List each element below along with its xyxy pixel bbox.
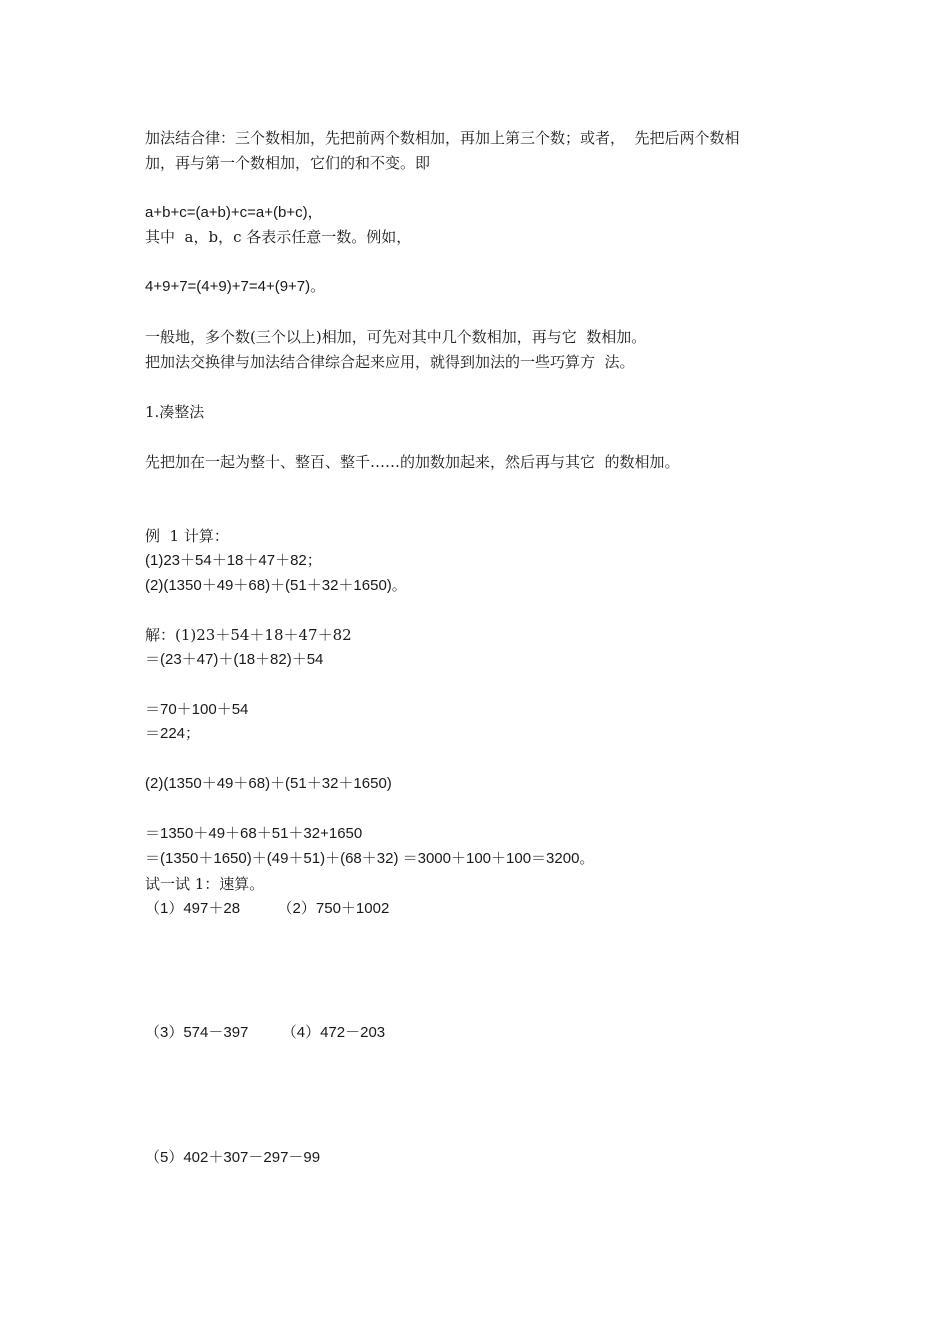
solution-line-5: (2)(1350＋49＋68)＋(51＋32＋1650) [145, 775, 392, 792]
solution-line-2: ＝(23＋47)＋(18＋82)＋54 [145, 651, 324, 668]
formula-note: 其中 a，b，c 各表示任意一数。例如， [145, 228, 412, 246]
general-line-1: 一般地，多个数(三个以上)相加，可先对其中几个数相加，再与它 数相加。 [145, 328, 647, 346]
solution-line-7: ＝(1350＋1650)＋(49＋51)＋(68＋32) ＝3000＋100＋100＝3200。 [145, 850, 595, 867]
practice-row-3: （5）402＋307－297－99 [145, 1149, 321, 1166]
example-formula: 4+9+7=(4+9)+7=4+(9+7)。 [145, 278, 326, 295]
intro-line-1: 加法结合律：三个数相加，先把前两个数相加，再加上第三个数；或者， 先把后两个数相 [145, 129, 740, 147]
solution-line-4: ＝224； [145, 725, 201, 742]
solution-line-1: 解：(1)23＋54＋18＋47＋82 [145, 626, 352, 644]
intro-line-2: 加，再与第一个数相加，它们的和不变。即 [145, 154, 431, 172]
practice-row-1: （1）497＋28 （2）750＋1002 [145, 900, 390, 917]
practice-row-2: （3）574－397 （4）472－203 [145, 1024, 386, 1041]
section-description: 先把加在一起为整十、整百、整千……的加数加起来，然后再与其它 的数相加。 [145, 453, 680, 471]
example-title: 例 1 计算： [145, 527, 229, 545]
general-line-2: 把加法交换律与加法结合律综合起来应用，就得到加法的一些巧算方 法。 [145, 353, 635, 371]
example-question-2: (2)(1350＋49＋68)＋(51＋32＋1650)。 [145, 577, 407, 594]
practice-title: 试一试 1：速算。 [145, 875, 265, 893]
section-title: 1.凑整法 [145, 403, 205, 421]
solution-line-3: ＝70＋100＋54 [145, 701, 249, 718]
solution-line-6: ＝1350＋49＋68＋51＋32+1650 [145, 825, 363, 842]
formula: a+b+c=(a+b)+c=a+(b+c)， [145, 204, 323, 221]
example-question-1: (1)23＋54＋18＋47＋82； [145, 552, 322, 569]
